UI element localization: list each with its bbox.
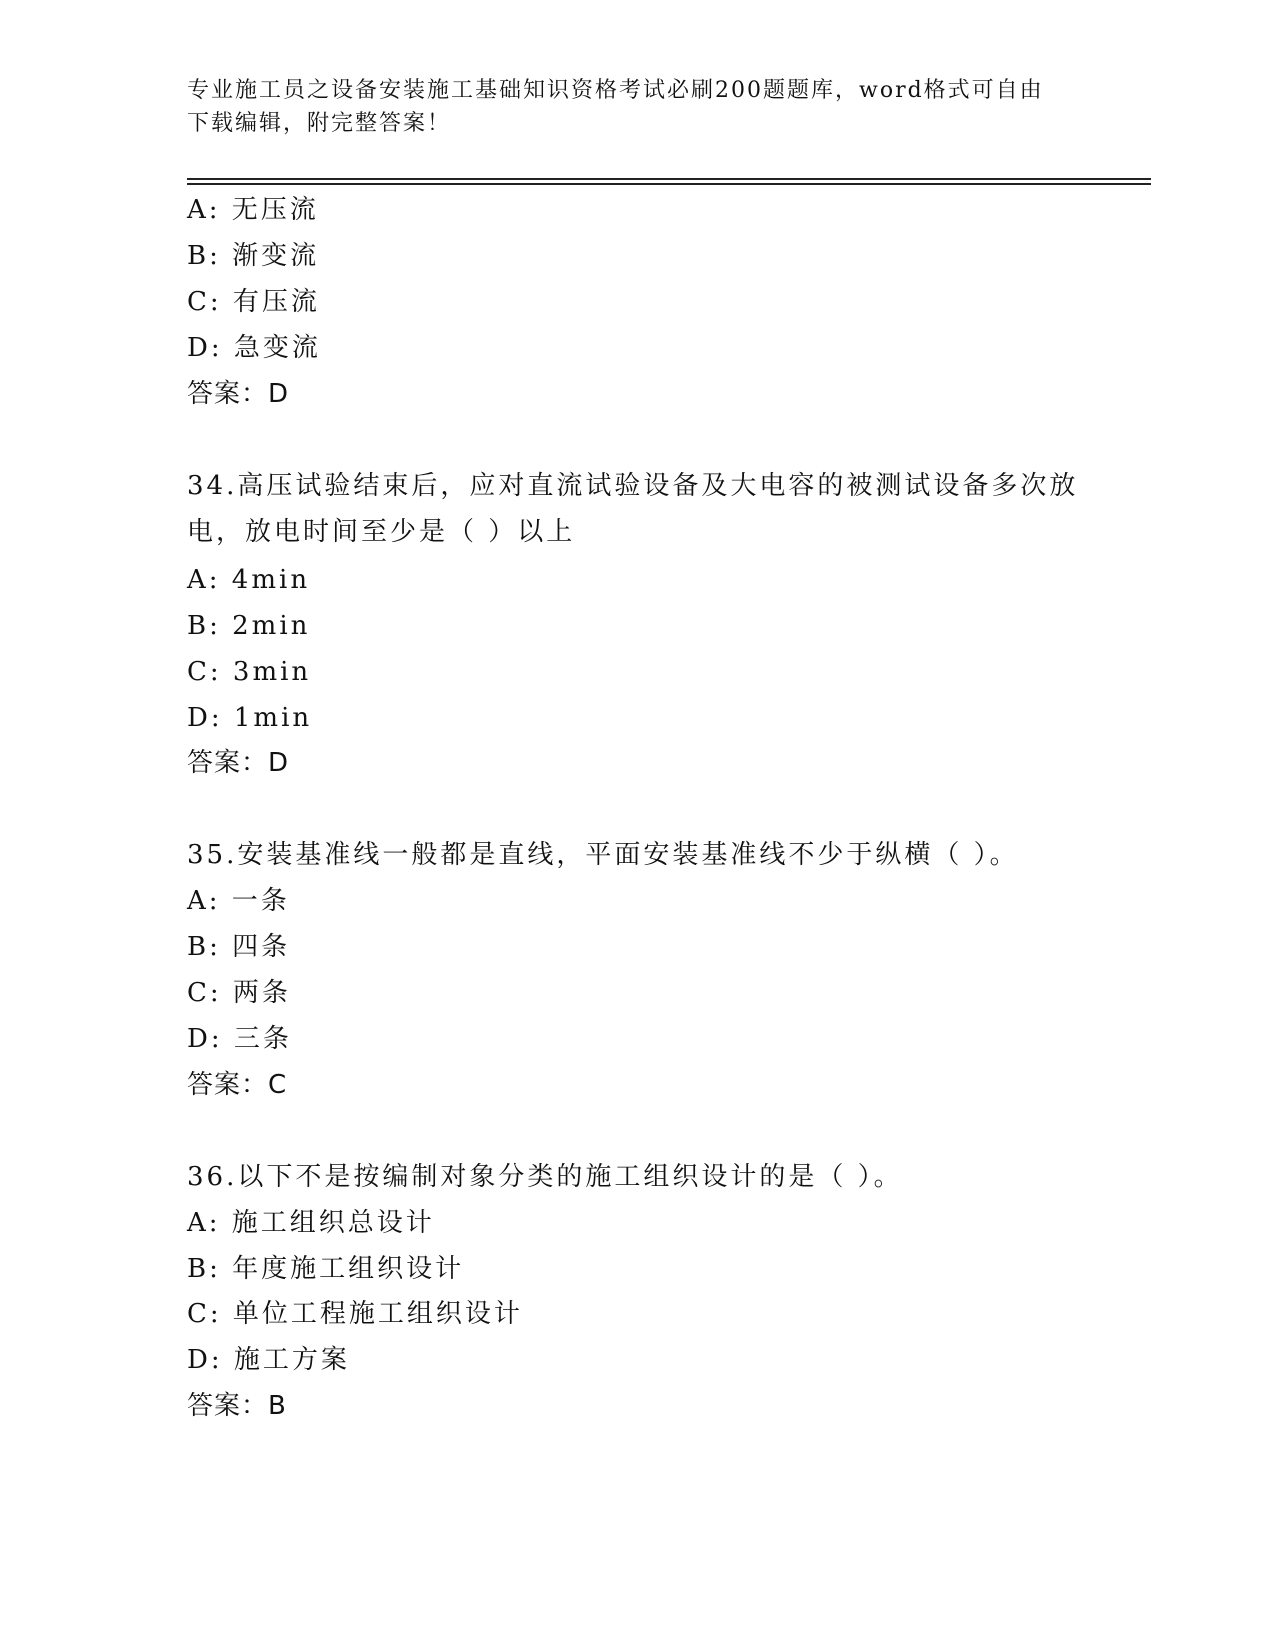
q34-option-b: B: 2min <box>187 611 311 641</box>
q33-option-d: D: 急变流 <box>187 333 321 363</box>
q35-option-b: B: 四条 <box>187 932 291 962</box>
q36-option-d: D: 施工方案 <box>187 1345 350 1375</box>
q36-option-a: A: 施工组织总设计 <box>187 1208 435 1238</box>
q34-stem: 34.高压试验结束后，应对直流试验设备及大电容的被测试设备多次放电，放电时间至少是（ ）以上 <box>187 471 1079 547</box>
q33-option-b: B: 渐变流 <box>187 241 320 271</box>
q36-option-c: C: 单位工程施工组织设计 <box>187 1299 523 1329</box>
q34-option-a: A: 4min <box>187 565 311 595</box>
document-header: 专业施工员之设备安装施工基础知识资格考试必刷200题题库，word格式可自由下载编辑，附完整答案！ <box>187 78 1044 136</box>
q33-option-c: C: 有压流 <box>187 287 320 317</box>
q34-option-c: C: 3min <box>187 657 312 687</box>
q33-answer: 答案：D <box>187 379 290 409</box>
q35-option-c: C: 两条 <box>187 978 291 1008</box>
q35-option-d: D: 三条 <box>187 1024 292 1054</box>
q34-answer: 答案：D <box>187 748 290 778</box>
q35-stem: 35.安装基准线一般都是直线，平面安装基准线不少于纵横（ ）。 <box>187 840 1019 870</box>
q36-stem: 36.以下不是按编制对象分类的施工组织设计的是（ ）。 <box>187 1162 903 1192</box>
q36-answer: 答案：B <box>187 1391 287 1421</box>
header-rule-top <box>187 178 1151 180</box>
q34-option-d: D: 1min <box>187 703 313 733</box>
q36-option-b: B: 年度施工组织设计 <box>187 1254 465 1284</box>
q35-option-a: A: 一条 <box>187 886 290 916</box>
q33-option-a: A: 无压流 <box>187 195 319 225</box>
header-rule-bottom <box>187 183 1151 185</box>
q35-answer: 答案：C <box>187 1070 288 1100</box>
